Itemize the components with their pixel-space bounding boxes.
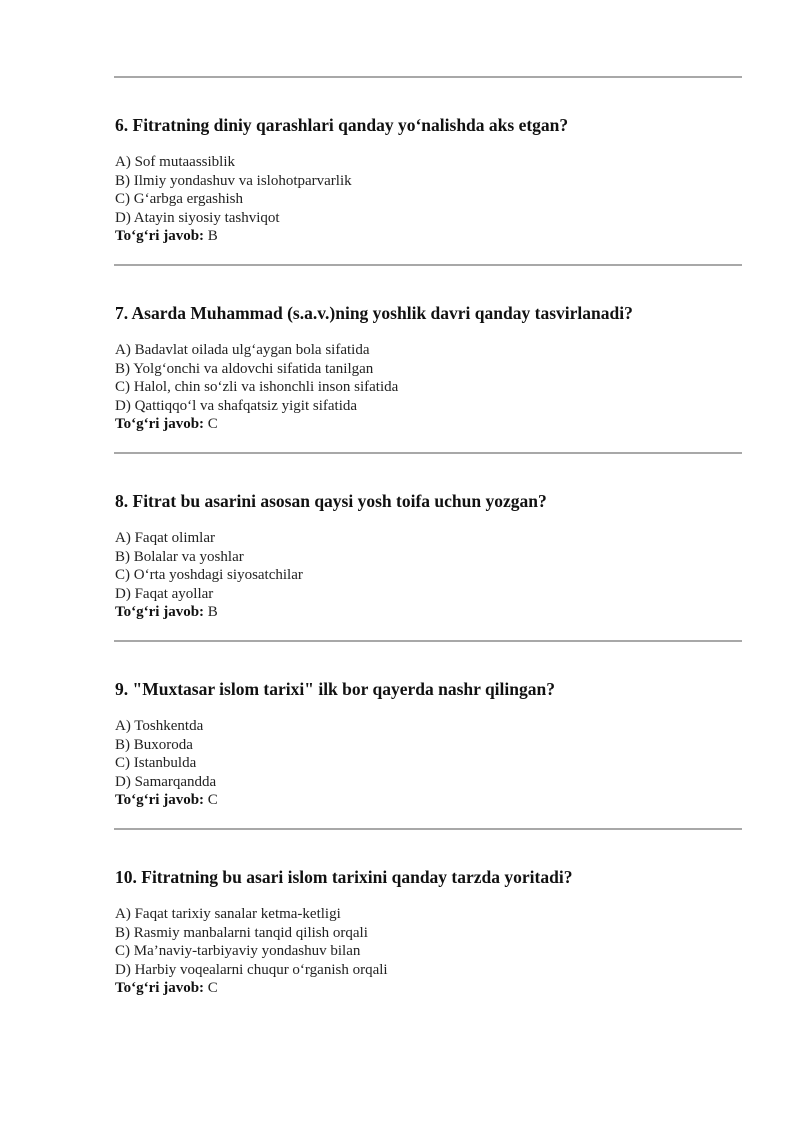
question-8 [115, 490, 745, 622]
option-a: A) Badavlat oilada ulg‘aygan bola sifatida [115, 342, 370, 358]
answer-value: C [207, 416, 218, 433]
question-10 [115, 866, 745, 998]
question-title: 7. Asarda Muhammad (s.a.v.)ning yoshlik davri qanday tasvirlanadi? [115, 303, 633, 323]
option-c: C) G‘arbga ergashish [115, 191, 244, 208]
correct-answer [115, 791, 745, 810]
options-list [115, 905, 745, 979]
question-title: 8. Fitrat bu asarini asosan qaysi yosh toifa uchun yozgan? [115, 491, 547, 511]
options-list [115, 153, 745, 227]
option-b: B) Yolg‘onchi va aldovchi sifatida tanilgan [115, 360, 374, 377]
question-7 [115, 302, 745, 434]
option-a: A) Faqat olimlar [115, 530, 215, 546]
answer-label: To‘g‘ri javob: [115, 228, 205, 245]
option-b: B) Bolalar va yoshlar [115, 548, 244, 565]
separator [114, 264, 742, 266]
answer-value: B [207, 228, 218, 245]
option-b: B) Buxoroda [115, 736, 193, 753]
option-c: C) Halol, chin so‘zli va ishonchli inson sifatida [115, 379, 399, 396]
option-d: D) Samarqandda [115, 773, 217, 790]
option-b: B) Rasmiy manbalarni tanqid qilish orqali [115, 924, 368, 941]
options-list [115, 717, 745, 791]
option-a: A) Faqat tarixiy sanalar ketma-ketligi [115, 906, 341, 922]
option-a: A) Sof mutaassiblik [115, 154, 235, 170]
separator [114, 452, 742, 454]
answer-value: B [207, 604, 218, 621]
answer-label: To‘g‘ri javob: [115, 792, 205, 809]
separator [114, 828, 742, 830]
option-c: C) Istanbulda [115, 755, 197, 772]
separator [114, 640, 742, 642]
option-b: B) Ilmiy yondashuv va islohotparvarlik [115, 172, 352, 189]
correct-answer [115, 979, 745, 998]
answer-label: To‘g‘ri javob: [115, 604, 205, 621]
question-title: 6. Fitratning diniy qarashlari qanday yo‘nalishda aks etgan? [115, 115, 569, 135]
question-title: 10. Fitratning bu asari islom tarixini qanday tarzda yoritadi? [115, 867, 573, 887]
options-list [115, 341, 745, 415]
option-d: D) Atayin siyosiy tashviqot [115, 209, 280, 226]
answer-label: To‘g‘ri javob: [115, 980, 205, 997]
separator [114, 76, 742, 78]
question-title: 9. "Muxtasar islom tarixi" ilk bor qayerda nashr qilingan? [115, 679, 555, 699]
correct-answer [115, 415, 745, 434]
answer-value: C [207, 980, 218, 997]
correct-answer [115, 227, 745, 246]
options-list [115, 529, 745, 603]
option-d: D) Faqat ayollar [115, 585, 214, 602]
option-d: D) Harbiy voqealarni chuqur o‘rganish orqali [115, 961, 388, 978]
answer-label: To‘g‘ri javob: [115, 416, 205, 433]
option-d: D) Qattiqqo‘l va shafqatsiz yigit sifatida [115, 397, 358, 414]
option-c: C) Ma’naviy-tarbiyaviy yondashuv bilan [115, 943, 361, 960]
question-6 [115, 114, 745, 246]
answer-value: C [207, 792, 218, 809]
question-9 [115, 678, 745, 810]
option-a: A) Toshkentda [115, 718, 204, 734]
correct-answer [115, 603, 745, 622]
option-c: C) O‘rta yoshdagi siyosatchilar [115, 567, 303, 584]
